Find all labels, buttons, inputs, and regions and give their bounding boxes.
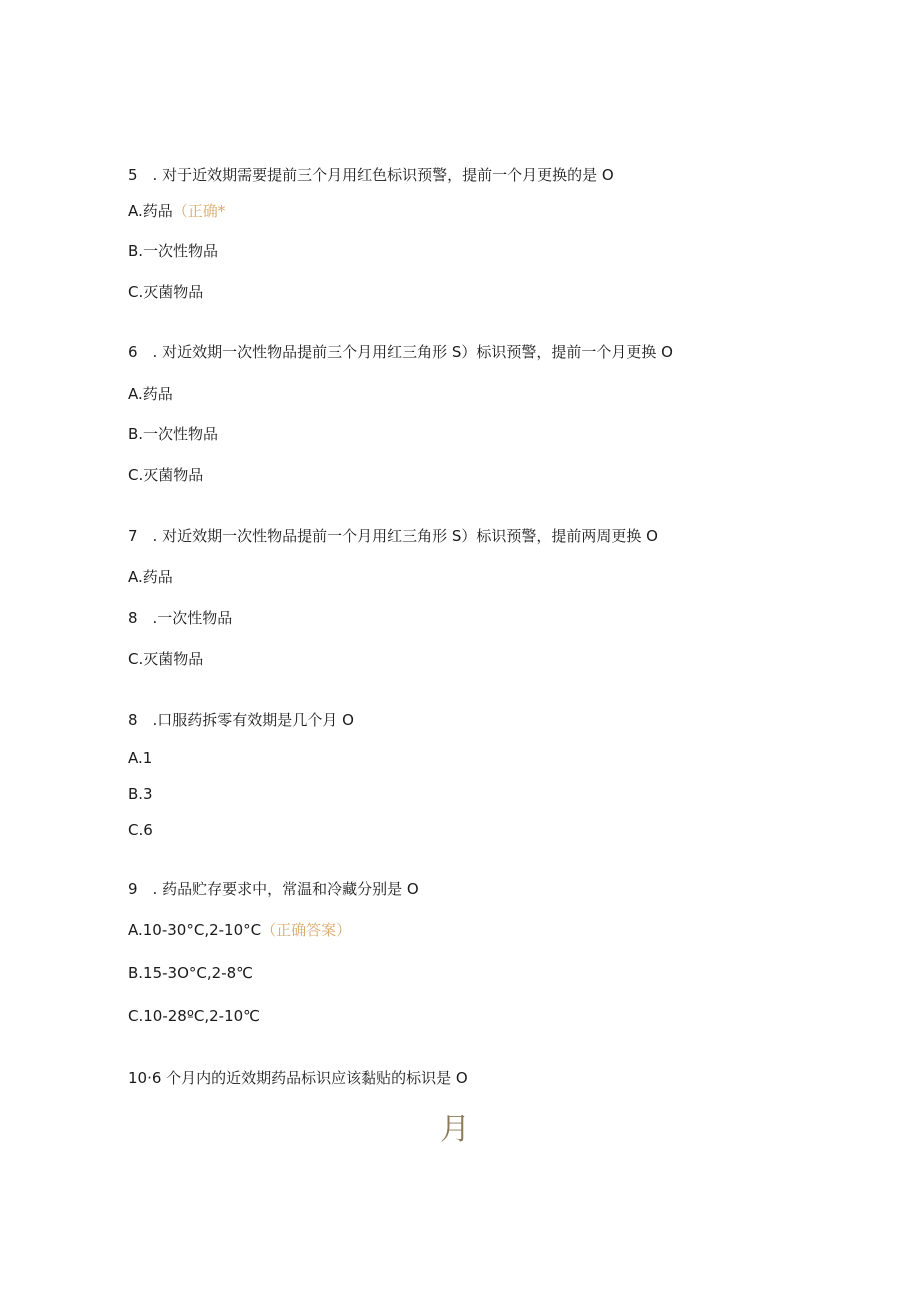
question-5-option-b: B.一次性物品 bbox=[128, 242, 219, 260]
question-6-option-c: C.灭菌物品 bbox=[128, 466, 204, 484]
option-text: A.药品 bbox=[128, 202, 173, 220]
footer-character: 月 bbox=[440, 1112, 470, 1147]
question-7-stem: 7 . 对近效期一次性物品提前一个月用红三角形 S）标识预警，提前两周更换 O bbox=[128, 527, 658, 545]
question-6-option-b: B.一次性物品 bbox=[128, 425, 219, 443]
question-8-stem: 8 .口服药拆零有效期是几个月 O bbox=[128, 711, 354, 729]
question-8-option-c: C.6 bbox=[128, 821, 153, 839]
answer-hint: （正确答案） bbox=[261, 921, 352, 939]
question-8-option-b: B.3 bbox=[128, 785, 153, 803]
question-6-option-a: A.药品 bbox=[128, 385, 173, 403]
answer-hint: （正确* bbox=[172, 202, 226, 220]
question-8-option-a: A.1 bbox=[128, 749, 153, 767]
option-text: A.10-30°C,2-10°C bbox=[128, 921, 262, 939]
question-10-stem: 10·6 个月内的近效期药品标识应该黏贴的标识是 O bbox=[128, 1069, 468, 1087]
question-5-option-a bbox=[128, 201, 225, 221]
question-9-option-c: C.10-28ºC,2-10℃ bbox=[128, 1007, 261, 1025]
question-7-option-c: C.灭菌物品 bbox=[128, 650, 204, 668]
question-9-option-b: B.15-3O°C,2-8℃ bbox=[128, 964, 253, 982]
question-5-option-c: C.灭菌物品 bbox=[128, 283, 204, 301]
question-9-option-a bbox=[128, 920, 351, 940]
question-7-option-b: 8 .一次性物品 bbox=[128, 609, 233, 627]
question-6-stem: 6 . 对近效期一次性物品提前三个月用红三角形 S）标识预警，提前一个月更换 O bbox=[128, 343, 673, 361]
question-9-stem: 9 . 药品贮存要求中，常温和冷藏分别是 O bbox=[128, 880, 419, 898]
question-7-option-a: A.药品 bbox=[128, 568, 173, 586]
question-5-stem: 5 . 对于近效期需要提前三个月用红色标识预警，提前一个月更换的是 O bbox=[128, 166, 614, 184]
